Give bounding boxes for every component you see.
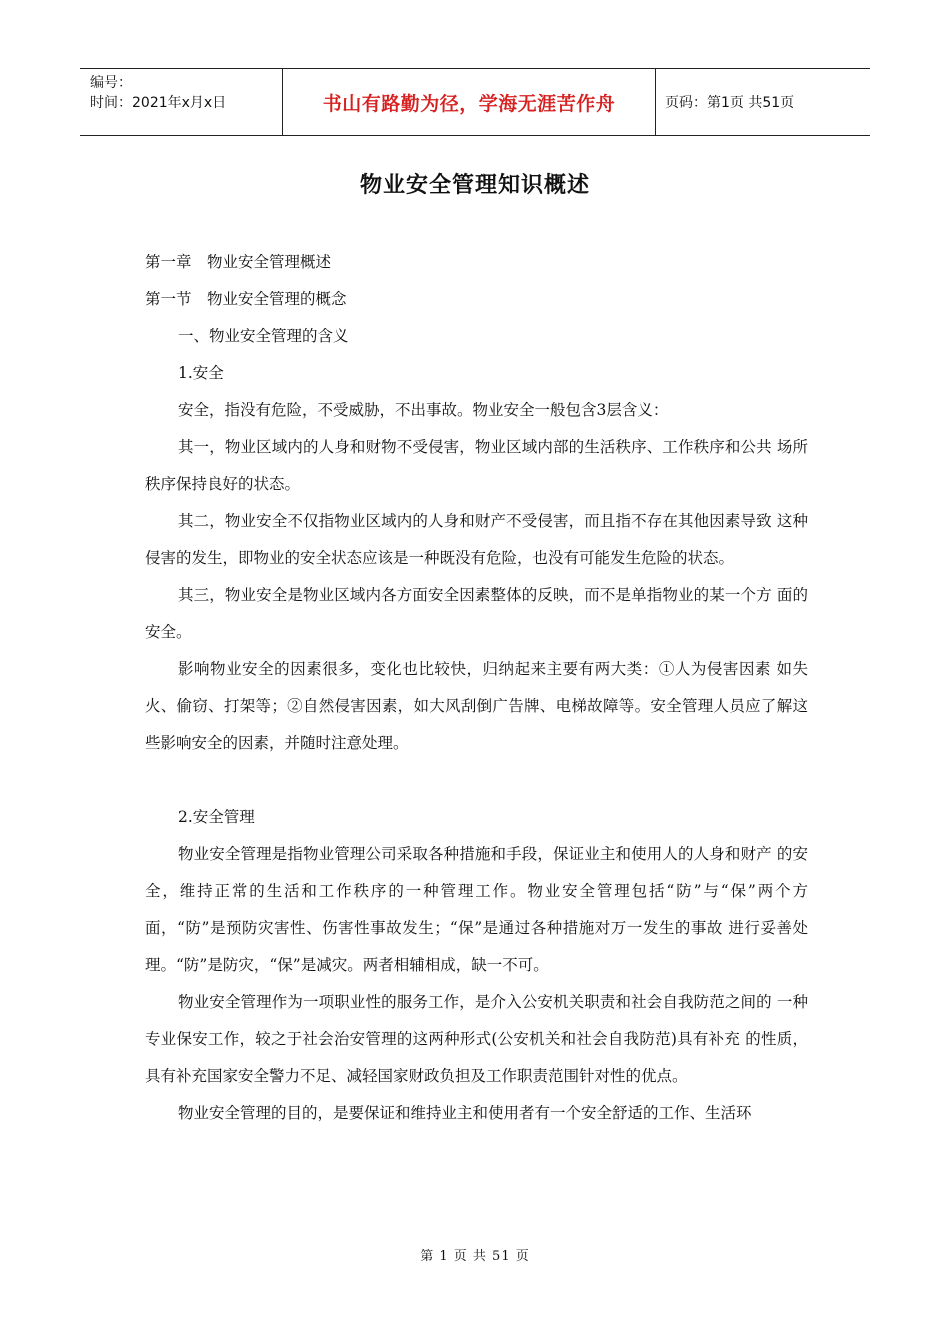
number-label: 编号： — [90, 75, 132, 91]
header-page-info: 页码：第1页 共51页 — [665, 95, 795, 111]
item-heading-safety-management: 2.安全管理 — [178, 808, 255, 826]
paragraph-gap — [145, 762, 808, 799]
paragraph: 物业安全管理的目的，是要保证和维持业主和使用者有一个安全舒适的工作、生活环 — [178, 1104, 752, 1122]
paragraph: 其三，物业安全是物业区域内各方面安全因素整体的反映，而不是单指物业的某一个方 面的安全。 — [145, 586, 808, 641]
item-heading-safety: 1.安全 — [178, 364, 224, 382]
chapter-heading: 第一章 物业安全管理概述 — [145, 253, 332, 271]
document-body — [145, 244, 808, 1132]
paragraph: 其一，物业区域内的人身和财物不受侵害，物业区域内部的生活秩序、工作秩序和公共 场所秩序保持良好的状态。 — [145, 438, 808, 493]
paragraph: 物业安全管理作为一项职业性的服务工作，是介入公安机关职责和社会自我防范之间的 一种专业保安工作，较之于社会治安管理的这两种形式(公安机关和社会自我防范)具有补充 的性质，具有补充国家安全警力不足、减轻国家财政负担及工作职责范围针对性的优点。 — [145, 993, 808, 1085]
section-heading: 第一节 物业安全管理的概念 — [145, 290, 347, 308]
paragraph: 影响物业安全的因素很多，变化也比较快，归纳起来主要有两大类：①人为侵害因素 如失火、偷窃、打架等；②自然侵害因素，如大风刮倒广告牌、电梯故障等。安全管理人员应了解这些影响安全的因素，并随时注意处理。 — [145, 660, 808, 752]
paragraph: 物业安全管理是指物业管理公司采取各种措施和手段，保证业主和使用人的人身和财产 的安全，维持正常的生活和工作秩序的一种管理工作。物业安全管理包括“防”与“保”两个方面，“防”是预防灾害性、伤害性事故发生；“保”是通过各种措施对万一发生的事故 进行妥善处理。“防”是防灾，“保”是减灾。两者相辅相成，缺一不可。 — [145, 845, 808, 974]
page-footer: 第 1 页 共 51 页 — [420, 1249, 530, 1264]
header-motto-cell — [282, 69, 656, 135]
document-title: 物业安全管理知识概述 — [359, 173, 590, 198]
header-page-cell — [656, 69, 870, 135]
paragraph: 安全，指没有危险，不受威胁，不出事故。物业安全一般包含3层含义： — [178, 401, 669, 419]
header-motto: 书山有路勤为径，学海无涯苦作舟 — [322, 92, 616, 115]
document-header — [80, 68, 870, 136]
time-label: 时间：2021年x月x日 — [90, 95, 227, 111]
header-meta — [80, 69, 282, 135]
paragraph: 其二，物业安全不仅指物业区域内的人身和财产不受侵害，而且指不存在其他因素导致 这种侵害的发生，即物业的安全状态应该是一种既没有危险，也没有可能发生危险的状态。 — [145, 512, 808, 567]
subsection-heading: 一、物业安全管理的含义 — [178, 327, 349, 345]
